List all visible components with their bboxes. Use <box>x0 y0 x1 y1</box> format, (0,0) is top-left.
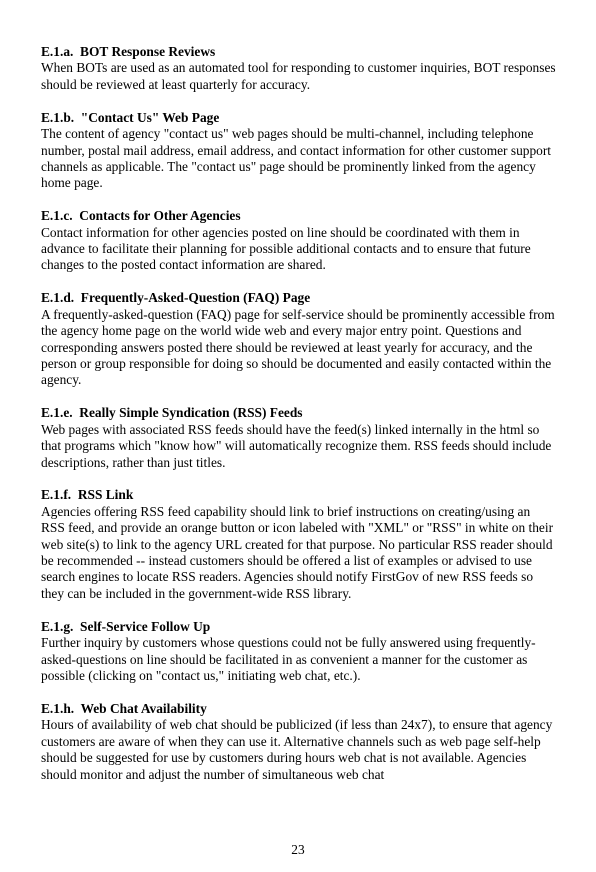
section-body: Hours of availability of web chat should be publicized (if less than 24x7), to ensure that agency customers are aware of when they can use it. Alternative channels such as web page self-help should be suggested for use by customers during hours web chat is not available. Agencies should monitor and adjust the number of simultaneous web chat <box>41 717 553 782</box>
section-body: Web pages with associated RSS feeds should have the feed(s) linked internally in the html so that programs which "know how" will automatically recognize them. RSS feeds should include descriptions, rather than just titles. <box>41 421 552 470</box>
document-page <box>41 44 557 799</box>
section-heading: E.1.c. Contacts for Other Agencies <box>41 208 241 224</box>
section-heading: E.1.b. "Contact Us" Web Page <box>41 109 220 125</box>
page-number: 23 <box>291 842 305 857</box>
section-body: Agencies offering RSS feed capability should link to brief instructions on creating/using an RSS feed, and provide an orange button or icon labeled with "XML" or "RSS" in white on their web site(s) to link to the agency URL created for that purpose. No particular RSS reader should be recommended -- instead customers should be offered a list of examples or advised to use search engines to locate RSS readers. Agencies should notify FirstGov of new RSS feeds so they can be included in the government-wide RSS library. <box>41 503 554 601</box>
section-body: When BOTs are used as an automated tool for responding to customer inquiries, BOT responses should be reviewed at least quarterly for accuracy. <box>41 60 556 92</box>
section-e1e <box>41 405 557 471</box>
section-body: Contact information for other agencies posted on line should be coordinated with them in advance to facilitate their planning for possible additional contacts and to ensure that future changes to the posted contact information are shared. <box>41 224 531 273</box>
section-e1a <box>41 44 557 93</box>
section-body: Further inquiry by customers whose questions could not be fully answered using frequently-asked-questions on line should be facilitated in as convenient a manner for the customer as possible (clicking on "contact us," initiating web chat, etc.). <box>41 635 536 683</box>
section-e1g <box>41 619 557 685</box>
section-body: A frequently-asked-question (FAQ) page for self-service should be prominently accessible from the agency home page on the world wide web and every major entry point. Questions and corresponding answers posted there should be reviewed at least yearly for accuracy, and the person or group responsible for doing so should be documented and easily contacted within the agency. <box>41 306 555 388</box>
section-heading: E.1.f. RSS Link <box>41 487 134 503</box>
section-heading: E.1.h. Web Chat Availability <box>41 700 207 716</box>
section-e1c <box>41 208 557 274</box>
section-heading: E.1.g. Self-Service Follow Up <box>41 618 211 634</box>
section-e1f <box>41 487 557 602</box>
section-e1d <box>41 290 557 388</box>
section-heading: E.1.d. Frequently-Asked-Question (FAQ) Page <box>41 290 311 306</box>
section-e1b <box>41 110 557 192</box>
section-e1h <box>41 701 557 783</box>
section-heading: E.1.e. Really Simple Syndication (RSS) Feeds <box>41 405 303 421</box>
section-heading: E.1.a. BOT Response Reviews <box>41 44 216 59</box>
section-body: The content of agency "contact us" web pages should be multi-channel, including telephone number, postal mail address, email address, and contact information for other customer support channels as applicable. The "contact us" page should be prominently linked from the agency home page. <box>41 126 552 191</box>
